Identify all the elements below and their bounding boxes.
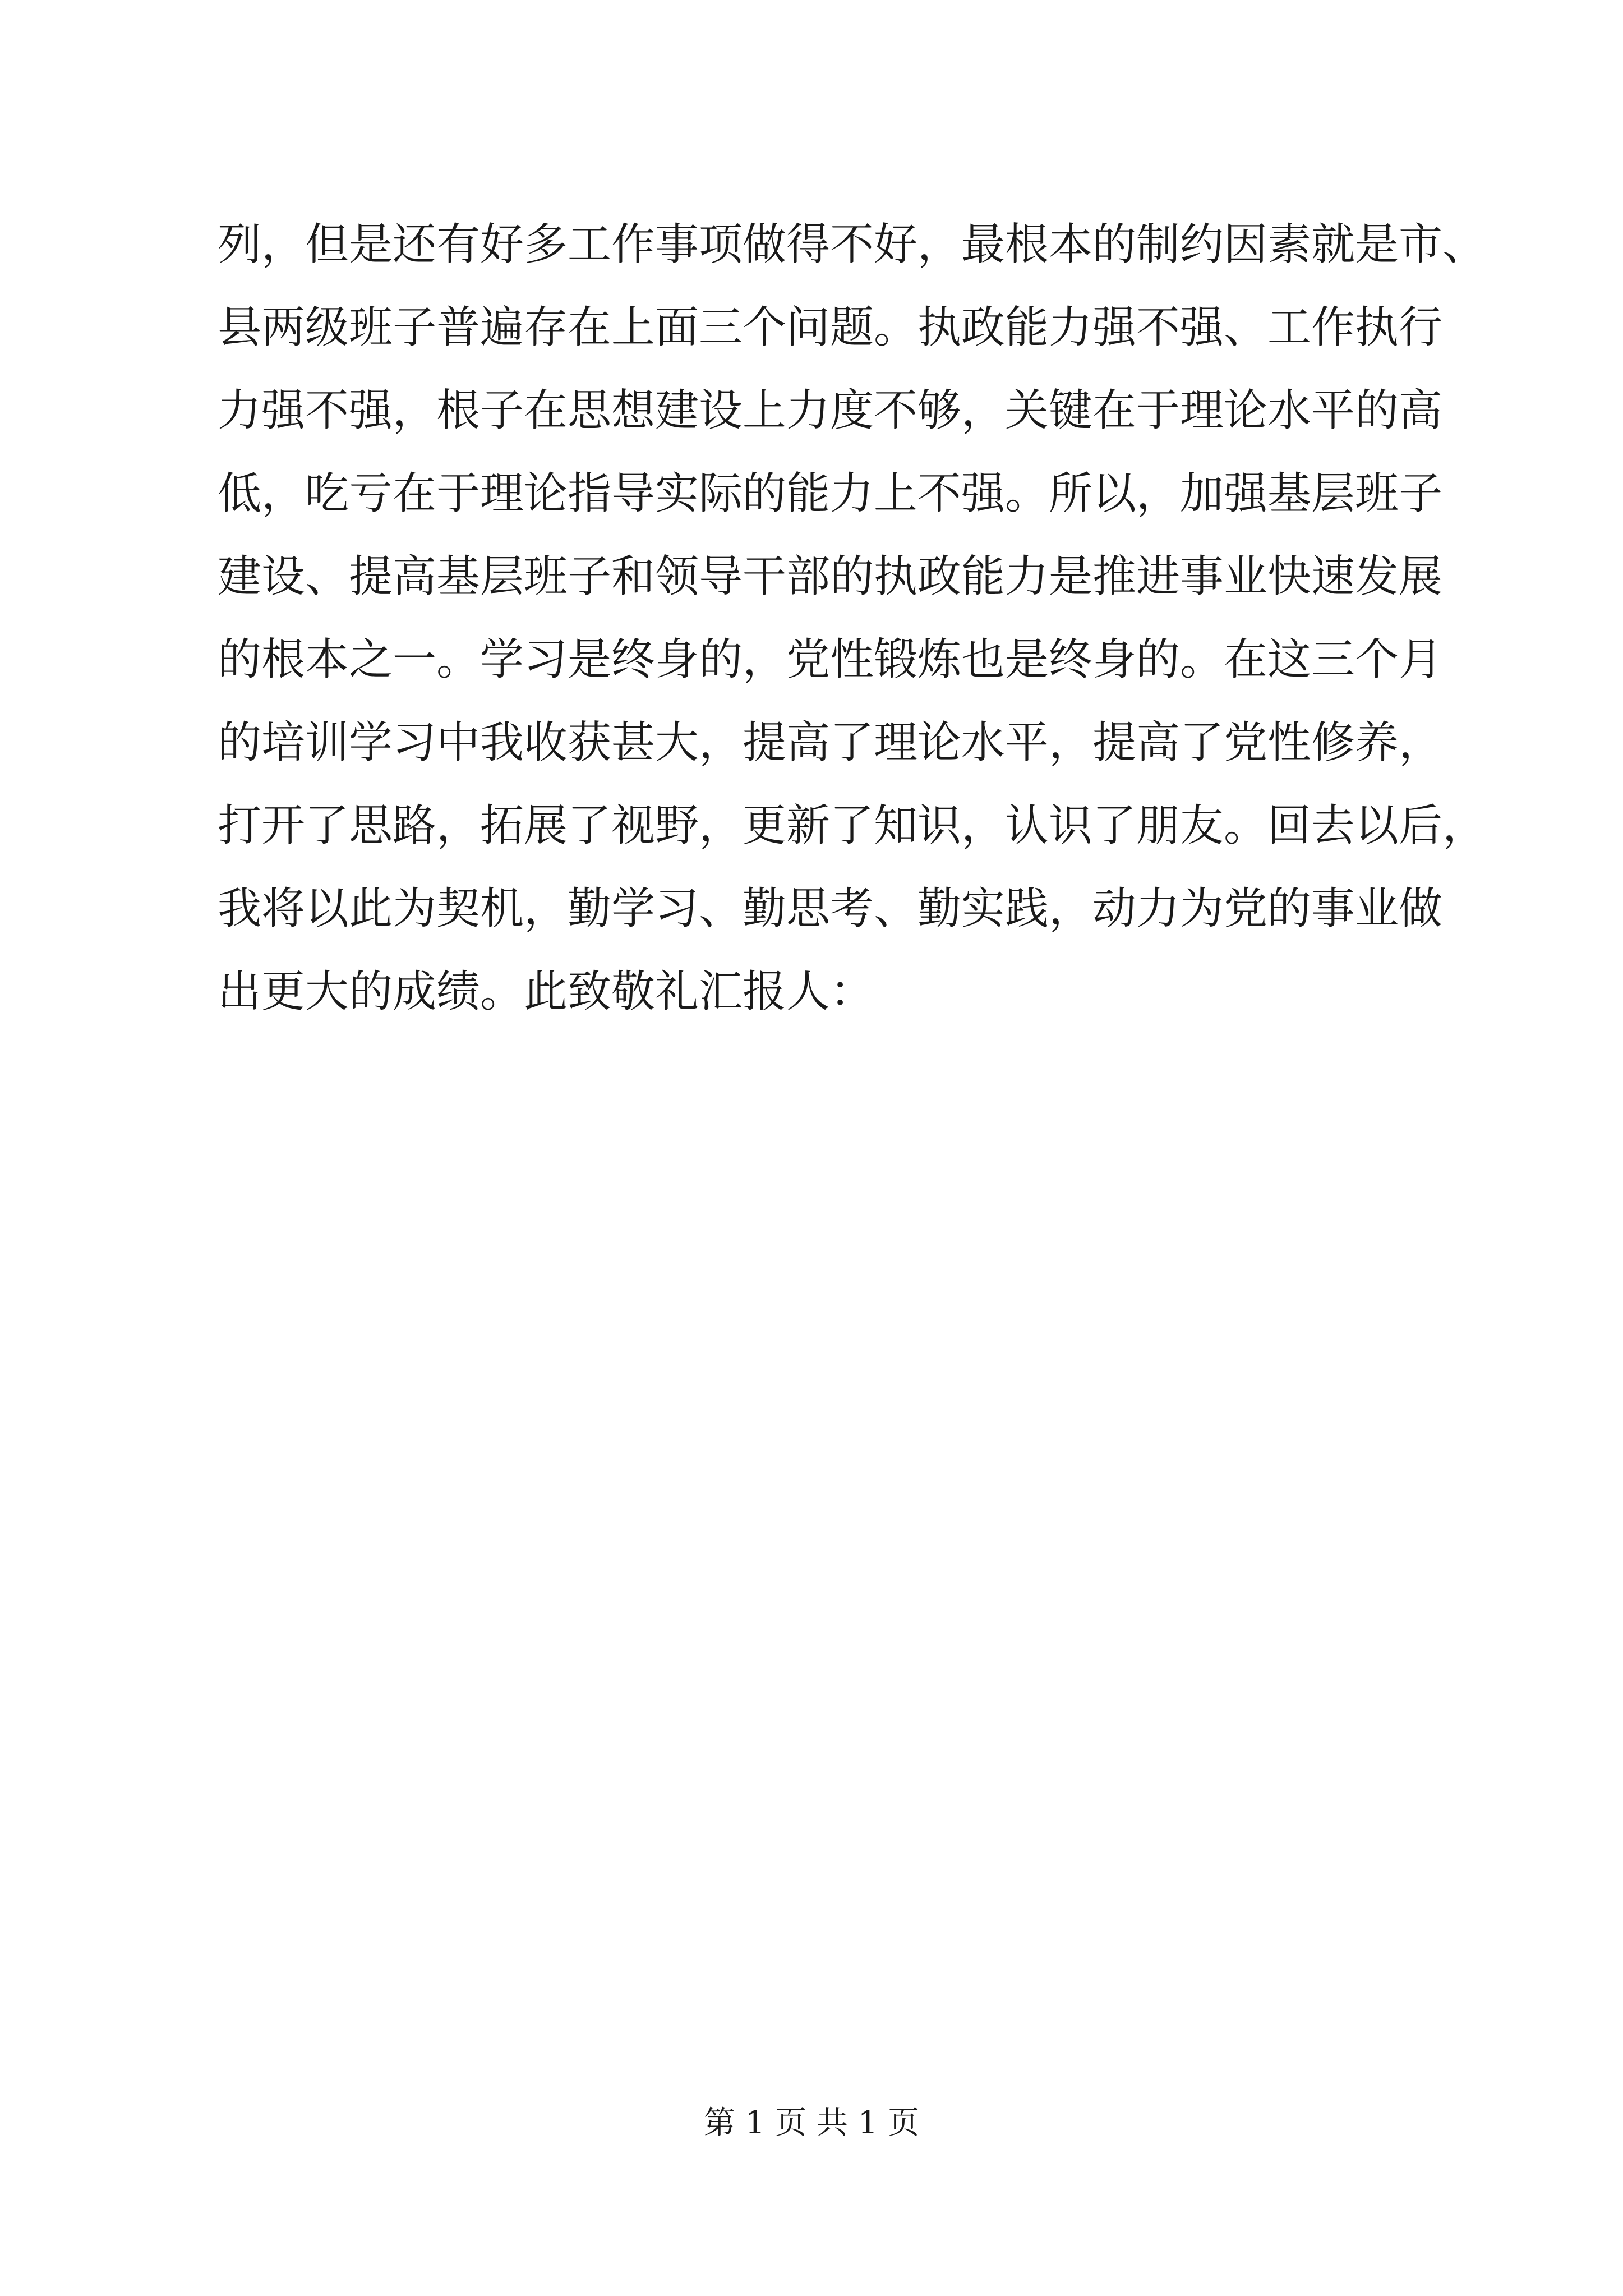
text-line: 打开了思路，拓展了视野，更新了知识，认识了朋友。回去以后， bbox=[218, 800, 1487, 851]
text-line: 的根本之一。学习是终身的，党性锻炼也是终身的。在这三个月 bbox=[218, 634, 1443, 685]
text-line: 列，但是还有好多工作事项做得不好，最根本的制约因素就是市、 bbox=[218, 219, 1487, 270]
body-text bbox=[218, 203, 1487, 1033]
text-line: 力强不强，根子在思想建设上力度不够，关键在于理论水平的高 bbox=[218, 385, 1443, 436]
text-line: 的培训学习中我收获甚大，提高了理论水平，提高了党性修养， bbox=[218, 717, 1443, 768]
text-line: 建设、提高基层班子和领导干部的执政能力是推进事业快速发展 bbox=[218, 551, 1443, 602]
text-line: 低，吃亏在于理论指导实际的能力上不强。所以，加强基层班子 bbox=[218, 468, 1443, 519]
page-number-footer: 第 1 页 共 1 页 bbox=[703, 2105, 920, 2141]
text-line: 县两级班子普遍存在上面三个问题。执政能力强不强、工作执行 bbox=[218, 302, 1443, 353]
text-line: 出更大的成绩。此致敬礼汇报人： bbox=[218, 967, 874, 1017]
text-line: 我将以此为契机，勤学习、勤思考、勤实践，动力为党的事业做 bbox=[218, 884, 1443, 934]
